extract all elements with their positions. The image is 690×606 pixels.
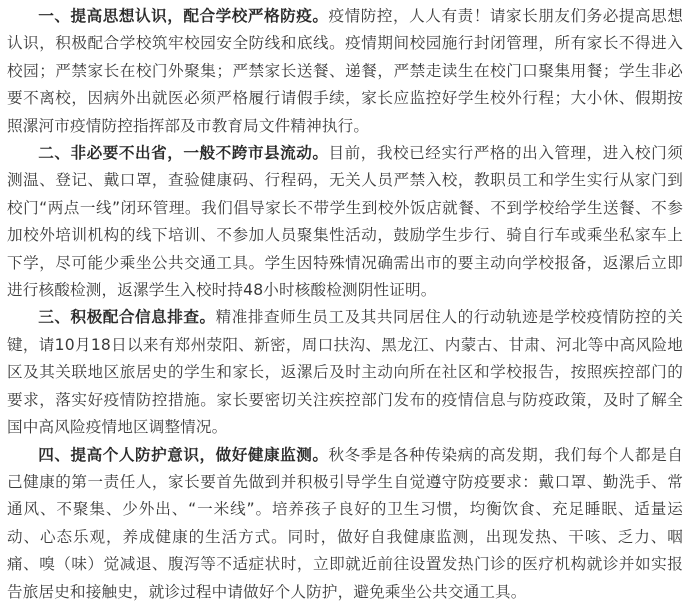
paragraph-1	[7, 3, 683, 140]
paragraph-1-heading: 一、提高思想认识，配合学校严格防疫。	[38, 7, 329, 25]
paragraph-3-body: 精准排查师生员工及其共同居住人的行动轨迹是学校疫情防控的关键，请10月18日以来有郑州荥阳、新密，周口扶沟、黑龙江、内蒙古、甘肃、河北等中高风险地区及其关联地区旅居史的学生和家长，返漯后及时主动向所在社区和学校报告，按照疾控部门的要求，落实好疫情防控措施。家长要密切关注疾控部门发布的疫情信息与防疫政策，及时了解全国中高风险疫情地区调整情况。	[7, 308, 683, 437]
paragraph-4	[7, 442, 683, 606]
paragraph-2	[7, 140, 683, 304]
paragraph-3-heading: 三、积极配合信息排查。	[38, 308, 216, 327]
paragraph-4-heading: 四、提高个人防护意识，做好健康监测。	[38, 445, 329, 464]
paragraph-4-body: 秋冬季是各种传染病的高发期，我们每个人都是自己健康的第一责任人，家长要首先做到并积极引导学生自觉遵守防疫要求：戴口罩、勤洗手、常通风、不聚集、少外出、“一米线”。培养孩子良好的卫生习惯，均衡饮食、充足睡眠、适量运动、心态乐观，养成健康的生活方式。同时，做好自我健康监测，出现发热、干咳、乏力、咽痛、嗅（味）觉减退、腹泻等不适症状时，立即就近前往设置发热门诊的医疗机构就诊并如实报告旅居史和接触史，就诊过程中请做好个人防护，避免乘坐公共交通工具。	[7, 445, 683, 601]
paragraph-1-body: 疫情防控，人人有责！请家长朋友们务必提高思想认识，积极配合学校筑牢校园安全防线和底线。疫情期间校园施行封闭管理，所有家长不得进入校园；严禁家长在校门外聚集；严禁家长送餐、递餐，严禁走读生在校门口聚集用餐；学生非必要不离校，因病外出就医必须严格履行请假手续，家长应监控好学生校外行程；大小休、假期按照漯河市疫情防控指挥部及市教育局文件精神执行。	[7, 7, 683, 135]
paragraph-3	[7, 304, 683, 441]
paragraph-2-heading: 二、非必要不出省，一般不跨市县流动。	[38, 144, 329, 163]
paragraph-2-body: 目前，我校已经实行严格的出入管理，进入校门须测温、登记、戴口罩，查验健康码、行程码，无关人员严禁入校，教职员工和学生实行从家门到校门“两点一线”闭环管理。我们倡导家长不带学生到校外饭店就餐、不到学校给学生送餐、不参加校外培训机构的线下培训、不参加人员聚集性活动，鼓励学生步行、骑自行车或乘坐私家车上下学，尽可能少乘坐公共交通工具。学生因特殊情况确需出市的要主动向学校报备，返漯后立即进行核酸检测，返漯学生入校时持48小时核酸检测阴性证明。	[7, 144, 683, 300]
